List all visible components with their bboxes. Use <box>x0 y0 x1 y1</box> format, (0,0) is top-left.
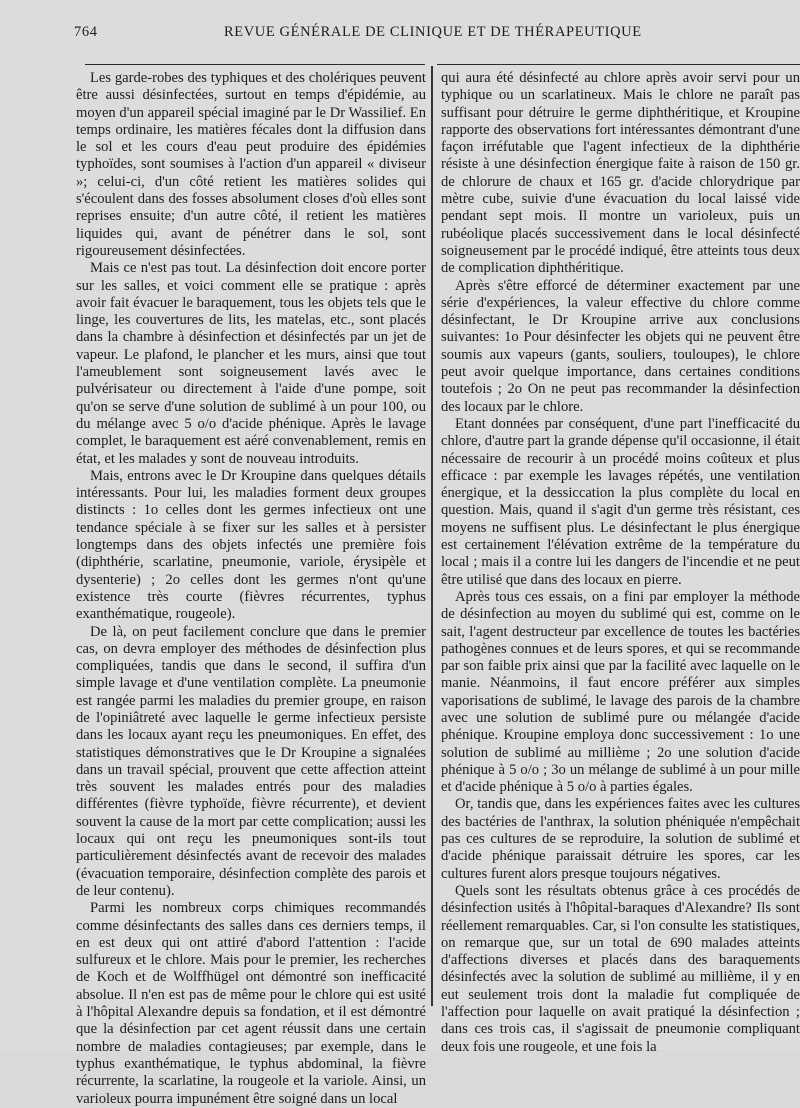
paragraph: Les garde-robes des typhiques et des cholériques peuvent être aussi désinfectées, surtout en temps d'épidémie, au moyen d'un appareil spécial imaginé par le Dr Wassilief. En temps ordinaire, les matières fécales dont la diffusion dans le sol et les cours d'eau peut produire des épidémies typhoïdes, sont soumises à l'action d'un appareil « diviseur »; celui-ci, d'un côté retient les matières solides qui s'écoulent dans des fosses absolument closes d'où elles sont reprises ensuite; d'un autre côté, il retient les matières liquides qui, avant de pénétrer dans le sol, sont rigoureusement désinfectées. <box>76 70 426 259</box>
header-rule-left <box>85 64 425 65</box>
paragraph: Après s'être efforcé de déterminer exactement par une série d'expériences, la valeur effective du chlore comme désinfectant, le Dr Kroupine arrive aux conclusions suivantes: 1o Pour désinfecter les objets qui ne peuvent être soumis aux vapeurs (gants, souliers, touloupes), le chlore peut avoir quelque importance, dans certaines conditions toutefois ; 2o On ne peut pas recommander la désinfection des locaux par le chlore. <box>441 277 800 415</box>
paragraph-continued: qui aura été désinfecté au chlore après avoir servi pour un typhique ou un scarlatineux. Mais le chlore ne paraît pas suffisant pour détruire le germe diphthéritique, et Kroupine rapporte des observations fort intéressantes démontrant d'une façon irréfutable que l'agent infectieux de la diphthérie résiste à une désinfection énergique faite à raison de 150 gr. de chlorure de chaux et 165 gr. d'acide chlorydrique par mètre cube, suivie d'une évacuation du local laissé vide pendant sept mois. Il montre un varioleux, puis un rubéolique placés successivement dans le local désinfecté soigneusement par le procédé indiqué, être atteints tous deux de complication diphthéritique. <box>441 70 800 277</box>
paragraph: Après tous ces essais, on a fini par employer la méthode de désinfection au moyen du sublimé qui est, comme on le sait, l'agent destructeur par excellence de toutes les bactéries pathogènes connues et de leurs spores, et qui se recommande par son faible prix ainsi que par la facilité avec laquelle on le manie. Néanmoins, il faut encore préférer aux simples vaporisations de sublimé, le lavage des parois de la chambre avec une solution de sublimé pure ou mélangée d'acide phénique. Kroupine employa donc successivement : 1o une solution de sublimé au millième ; 2o une solution d'acide phénique à 5 o/o ; 3o un mélange de sublimé à un pour mille et d'acide phénique à 5 o/o à parties égales. <box>441 588 800 796</box>
paragraph: Quels sont les résultats obtenus grâce à ces procédés de désinfection usités à l'hôpital-baraques d'Alexandre? Ils sont réellement remarquables. Car, si l'on consulte les statistiques, on remarque que, sur un total de 690 malades atteints d'affections diverses et placés dans des baraquements désinfectés avec la solution de sublimé au millième, il y en eut seulement trois dont la maladie fut compliquée de l'affection pour laquelle on avait pratiqué la désinfection ; dans ces trois cas, il s'agissait de pneumonie compliquant deux fois une rougeole, et une fois la <box>441 882 800 1055</box>
running-header <box>74 18 774 48</box>
paragraph: Parmi les nombreux corps chimiques recommandés comme désinfectants des salles dans ces derniers temps, il en est deux qui ont attiré d'abord l'attention : l'acide sulfureux et le chlore. Mais pour le premier, les recherches de Koch et de Wolffhügel ont démontré son inefficacité absolue. Il n'en est pas de même pour le chlore qui est usité à l'hôpital Alexandre depuis sa fondation, et il est démontré que la désinfection par cet agent réussit dans une certain nombre de maladies contagieuses; par exemple, dans le typhus exanthématique, le typhus abdominal, la fièvre récurrente, la scarlatine, la rougeole et la variole. Ainsi, un varioleux pourra impunément être soigné dans un local <box>76 900 426 1107</box>
column-divider <box>431 66 433 1006</box>
left-column <box>76 70 426 1108</box>
paragraph: Mais ce n'est pas tout. La désinfection doit encore porter sur les salles, et voici comment elle se pratique : après avoir fait évacuer le baraquement, tous les objets tels que le linge, les couvertures de lits, les matelas, etc., sont placés dans la chambre à désinfection et désinfectés par un jet de vapeur. Le plafond, le plancher et les murs, ainsi que tout l'ameublement sont soigneusement lavés avec le pulvérisateur ou directement à l'aide d'une pompe, soit qu'on se serve d'une solution de sublimé à un pour 100, ou du mélange avec 5 o/o d'acide phénique. Après le lavage complet, le baraquement est aéré convenablement, remis en état, et les malades y sont de nouveau introduits. <box>76 260 426 467</box>
paragraph: De là, on peut facilement conclure que dans le premier cas, on devra employer des méthodes de désinfection plus compliquées, tandis que dans le second, il suffira d'un simple lavage et d'une ventilation complète. La pneumonie est rangée parmi les maladies du premier groupe, en raison de l'opiniâtreté avec laquelle le germe infectieux persiste dans les locaux ayant reçu les pneumoniques. En effet, des statistiques démonstratives que le Dr Kroupine a signalées dans un travail spécial, prouvent que cette affection atteint très souvent les malades entrés pour des maladies différentes (fièvre typhoïde, fièvre récurrente), et devient souvent la cause de la mort par cette complication; aussi les locaux qui ont reçu les pneumoniques sont-ils tout particulièrement désinfectés avant de recevoir des malades (évacuation temporaire, désinfection complète des parois et de leur contenu). <box>76 623 426 899</box>
right-column <box>441 70 800 1056</box>
header-rule-right <box>437 64 800 65</box>
paragraph: Or, tandis que, dans les expériences faites avec les cultures des bactéries de l'anthrax, la solution phéniquée n'empêchait pas ces cultures de se reproduire, la solution de sublimé et d'acide phénique paraissait détruire les spores, car les cultures furent alors presque toujours négatives. <box>441 796 800 882</box>
paragraph: Etant données par conséquent, d'une part l'inefficacité du chlore, d'autre part la grande dépense qu'il occasionne, il était nécessaire de recourir à un procédé moins coûteux et plus efficace : par exemple les lavages répétés, une ventilation énergique, et la dessiccation la plus complète du local en question. Mais, quand il s'agit d'un germe très résistant, ces moyens ne suffisent plus. Le désinfectant le plus énergique est certainement l'élévation extrême de la température du local ; mais il a contre lui les dangers de l'incendie et ne peut être utilisé que dans des locaux en pierre. <box>441 415 800 588</box>
paragraph: Mais, entrons avec le Dr Kroupine dans quelques détails intéressants. Pour lui, les maladies forment deux groupes distincts : 1o celles dont les germes infectieux ont une tendance spéciale à se fixer sur les salles et à persister longtemps dans des objets infectés une première fois (diphthérie, scarlatine, pneumonie, variole, érysipèle et dysenterie) ; 2o celles dont les germes n'ont qu'une existence très courte (fièvres récurrentes, typhus exanthématique, rougeole). <box>76 467 426 623</box>
running-title: REVUE GÉNÉRALE DE CLINIQUE ET DE THÉRAPEUTIQUE <box>224 24 642 40</box>
page-number: 764 <box>74 24 98 40</box>
